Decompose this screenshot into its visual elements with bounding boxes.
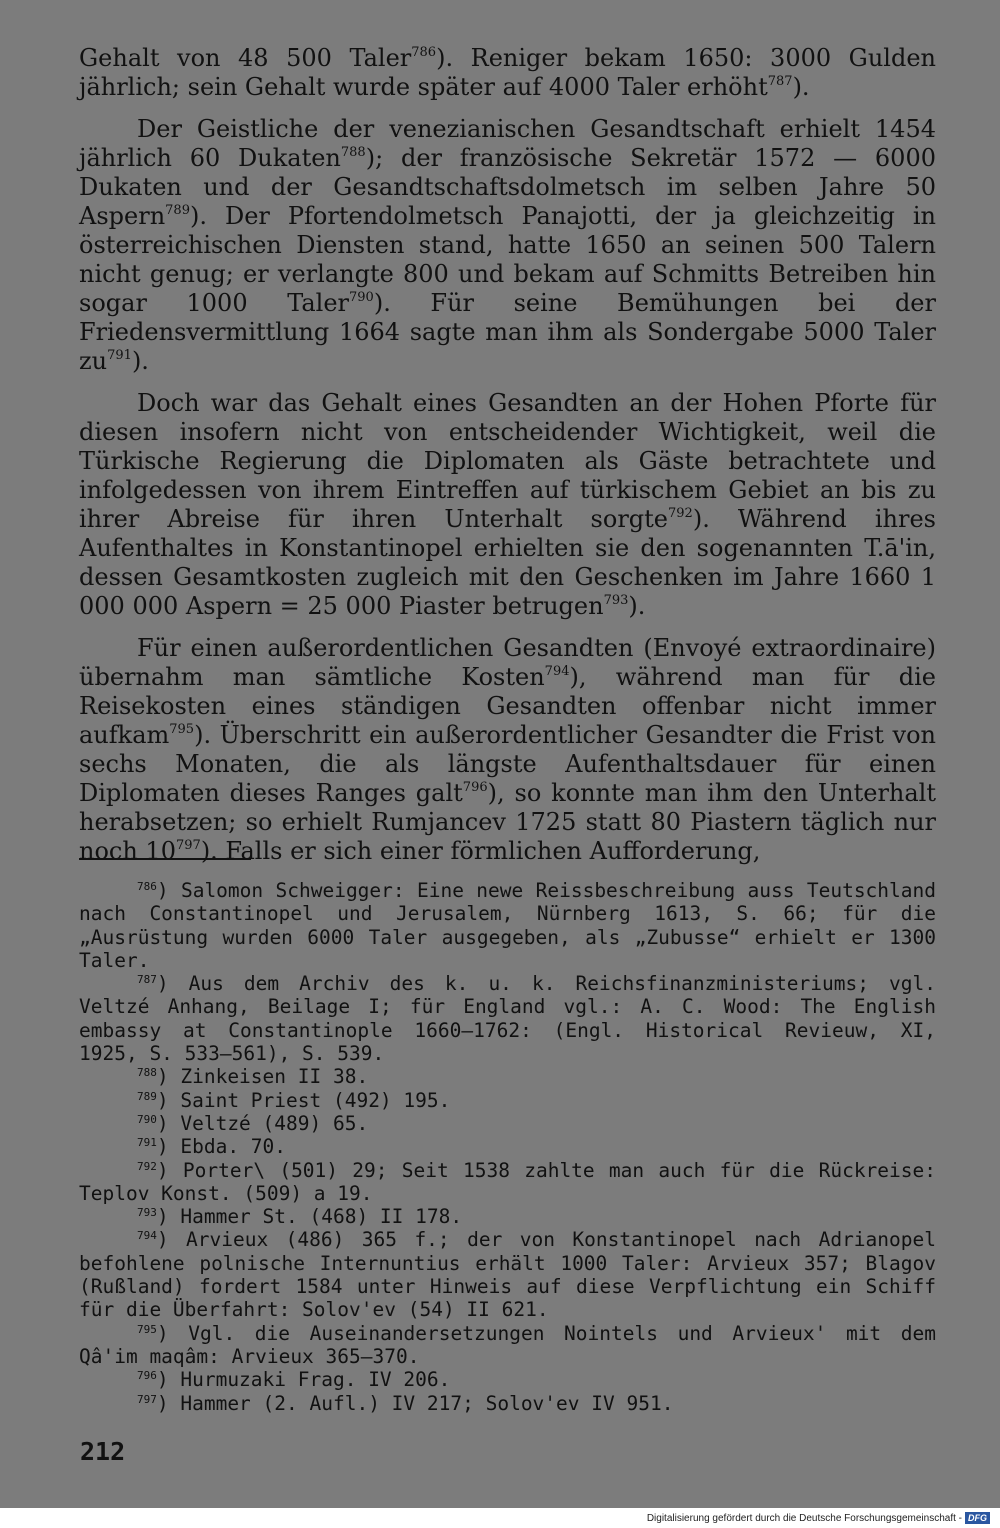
footnote-text: ) Saint Priest (492) 195. [156,1088,451,1112]
digitization-footer [647,1510,990,1526]
footnote-text: ) Arvieux (486) 365 f.; der von Konstantinopel nach Adrianopel befohlene polnische Internuntius erhält 1000 Taler: Arvieux 357; Blagov (Rußland) fordert 1584 unter Hinweis auf diese Verpflichtung ein Schiff für die Überfahrt: Solov'ev (54) II 621. [79,1228,936,1322]
footnote [79,1368,936,1391]
footnote [79,1228,936,1321]
footnotes [79,879,936,1415]
text-run: ), während man für die Reisekosten eines ständigen Gesandten offenbar nicht immer aufkam [79,663,936,749]
footnote [79,1322,936,1369]
footnote-number: 793 [137,1206,157,1220]
text-run: Für einen außerordentlichen Gesandten (Envoyé extraordinaire) übernahm man sämtliche Kosten [79,634,936,691]
paragraph [79,389,936,621]
footnote [79,972,936,1065]
footnote-ref[interactable]: 788 [340,145,366,160]
footnote-ref[interactable]: 792 [668,506,693,521]
footnote-ref[interactable]: 791 [107,348,132,363]
footnote-text: ) Zinkeisen II 38. [156,1065,369,1089]
footnote [79,1112,936,1135]
paragraph [79,634,936,866]
text-run: ). Falls er sich einer förmlichen Aufforderung, [200,837,761,865]
text-run: ). Reniger bekam 1650: 3000 Gulden jährlich; sein Gehalt wurde später auf 4000 Taler erhöht [79,44,937,101]
footnote-text: ) Aus dem Archiv des k. u. k. Reichsfinanzministeriums; vgl. Veltzé Anhang, Beilage I; für England vgl.: A. C. Wood: The English embassy at Constantinople 1660—1762: (Engl. Historical Revieuw, XI, 1925, S. 533—561), S. 539. [79,972,936,1066]
footnote-number: 789 [137,1089,157,1103]
footnote-ref[interactable]: 793 [603,593,629,608]
footnote-ref[interactable]: 790 [349,290,374,305]
footnote-ref[interactable]: 795 [169,722,195,737]
footnote-ref[interactable]: 786 [411,45,437,60]
footnote-ref[interactable]: 794 [544,664,570,679]
paragraph [79,44,936,102]
footnote-number: 794 [137,1229,157,1243]
text-run: Gehalt von 48 500 Taler [79,44,412,72]
text-run: ), so konnte man ihm den Unterhalt herabsetzen; so erhielt Rumjancev 1725 statt 80 Piastern täglich nur noch 10 [79,779,937,865]
footnote-number: 796 [137,1369,157,1383]
footnote-text: ) Hammer (2. Aufl.) IV 217; Solov'ev IV 951. [156,1391,674,1415]
footnote-ref[interactable]: 789 [165,203,190,218]
footnote-ref[interactable]: 797 [175,838,201,853]
footnote-number: 795 [137,1322,157,1336]
footnote-number: 787 [137,973,157,987]
paragraph [79,115,936,376]
text-run: ). [131,347,149,375]
footnote-number: 790 [137,1112,157,1126]
footnote [79,1065,936,1088]
footnote-text: ) Porter\ (501) 29; Seit 1538 zahlte man auch für die Rückreise: Teplov Konst. (509) a 19. [79,1158,936,1205]
text-run: ). Für seine Bemühungen bei der Friedensvermittlung 1664 sagte man ihm als Sondergabe 5000 Taler zu [79,289,936,375]
footnote [79,1135,936,1158]
footnote-text: ) Vgl. die Auseinandersetzungen Nointels und Arvieux' mit dem Qâ'im maqâm: Arvieux 365—370. [79,1321,936,1368]
footnote-text: ) Veltzé (489) 65. [156,1111,369,1135]
text-run: ). Der Pfortendolmetsch Panajotti, der ja gleichzeitig in österreichischen Diensten stand, hatte 1650 an seinen 500 Talern nicht genug; er verlangte 800 und bekam auf Schmitts Betreiben hin sogar 1000 Taler [79,202,936,317]
text-run: Der Geistliche der venezianischen Gesandtschaft erhielt 1454 jährlich 60 Dukaten [79,115,936,172]
footer-credit: Digitalisierung gefördert durch die Deutsche Forschungsgemeinschaft - [646,1512,962,1524]
main-text [79,44,936,879]
footnote-number: 792 [137,1159,157,1173]
footnote-text: ) Ebda. 70. [156,1135,287,1159]
text-run: ). Während ihres Aufenthaltes in Konstantinopel erhielten sie den sogenannten T.ā'in, dessen Gesamtkosten zugleich mit den Geschenken im Jahre 1660 1 000 000 Aspern = 25 000 Piaster betrugen [79,505,937,620]
footnote-separator [79,858,251,860]
text-run: Doch war das Gehalt eines Gesandten an der Hohen Pforte für diesen insofern nicht von entscheidender Wichtigkeit, weil die Türkische Regierung die Diplomaten als Gäste betrachtete und infolgedessen von ihrem Eintreffen auf türkischem Gebiet an bis zu ihrer Abreise für ihren Unterhalt sorgte [79,389,936,533]
footnote-text: ) Hurmuzaki Frag. IV 206. [156,1368,451,1392]
dfg-logo-icon[interactable]: DFG [965,1512,990,1524]
footnote-number: 797 [137,1392,157,1406]
footnote-ref[interactable]: 796 [462,780,488,795]
footnote-number: 786 [137,880,157,893]
footnote-ref[interactable]: 787 [767,74,793,89]
footnote [79,1205,936,1228]
page-number: 212 [80,1437,126,1466]
footnote [79,1392,936,1415]
text-run: ). [628,592,646,620]
footnote-number: 788 [137,1066,157,1080]
footnote [79,1089,936,1112]
footnote-text: ) Salomon Schweigger: Eine newe Reissbeschreibung auss Teutschland nach Constantinopel und Jerusalem, Nürnberg 1613, S. 66; für die „Ausrüstung wurden 6000 Taler ausgegeben, als „Zubusse“ erhielt er 1300 Taler. [79,879,936,972]
text-run: ). [792,73,810,101]
footnote [79,879,936,972]
footnote-text: ) Hammer St. (468) II 178. [156,1205,463,1229]
footnote [79,1159,936,1206]
footnote-number: 791 [137,1136,157,1150]
text-run: ). Überschritt ein außerordentlicher Gesandter die Frist von sechs Monaten, die als längste Aufenthaltsdauer für einen Diplomaten dieses Ranges galt [79,721,936,807]
text-run: ); der französische Sekretär 1572 — 6000 Dukaten und der Gesandtschaftsdolmetsch im selben Jahre 50 Aspern [79,144,936,230]
